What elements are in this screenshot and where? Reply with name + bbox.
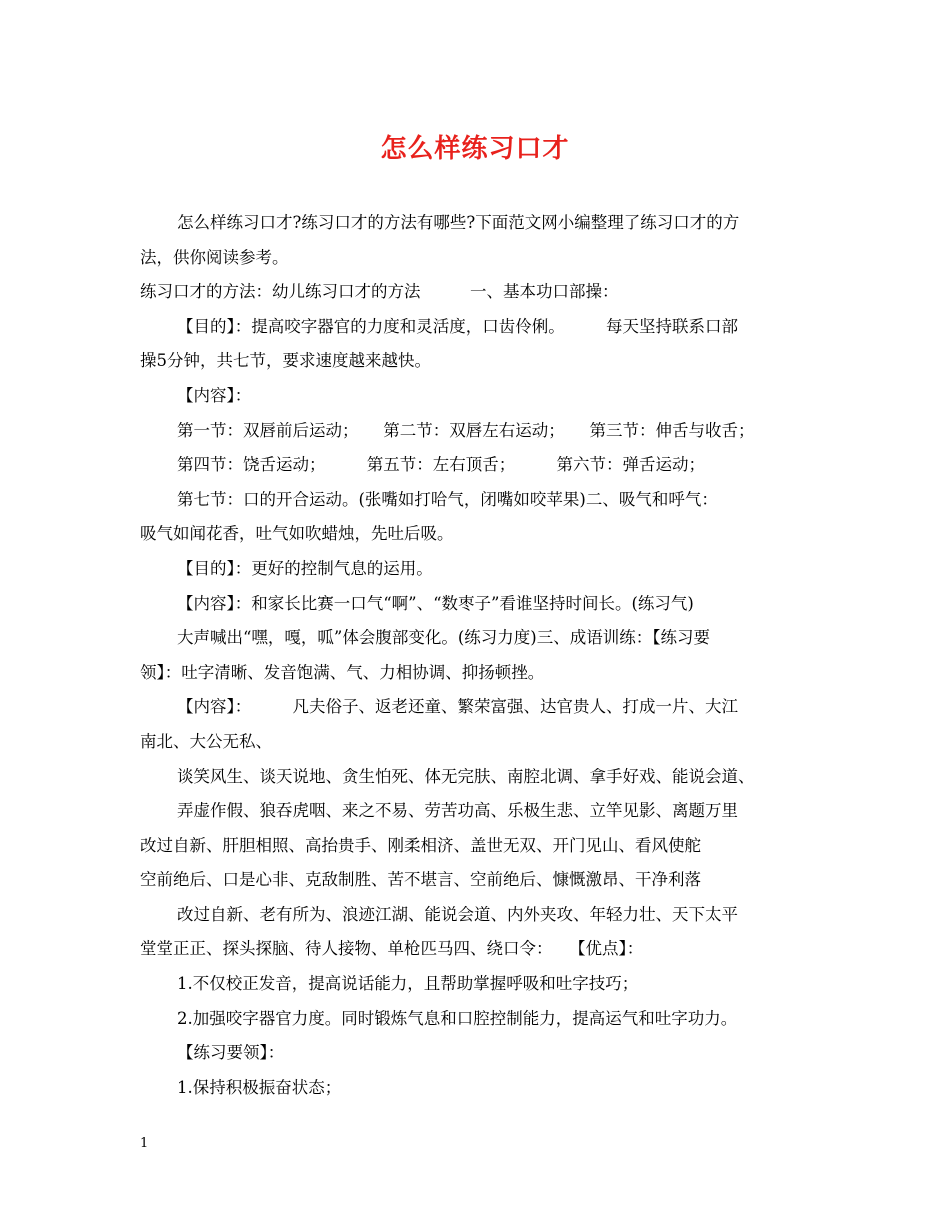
document-title: 怎么样练习口才 xyxy=(380,134,570,164)
paragraph-line: 【内容】： xyxy=(177,385,252,405)
page-number: 1 xyxy=(140,1136,149,1151)
paragraph-line: 弄虚作假、狼吞虎咽、来之不易、劳苦功高、乐极生悲、立竿见影、离题万里 xyxy=(177,801,738,821)
paragraph-line: 练习口才的方法：幼儿练习口才的方法 一、基本功口部操： xyxy=(140,282,619,302)
paragraph-line: 吸气如闻花香，吐气如吹蜡烛，先吐后吸。 xyxy=(140,524,454,544)
paragraph-line: 操5分钟，共七节，要求速度越来越快。 xyxy=(140,351,431,371)
paragraph-line: 1.保持积极振奋状态； xyxy=(177,1077,342,1097)
paragraph-line: 【内容】：和家长比赛一口气“啊”、“数枣子”看谁坚持时间长。(练习气) xyxy=(177,593,694,613)
paragraph-line: 谈笑风生、谈天说地、贪生怕死、体无完肤、南腔北调、拿手好戏、能说会道、 xyxy=(177,766,755,786)
paragraph-line: 【目的】：提高咬字器官的力度和灵活度，口齿伶俐。 每天坚持联系口部 xyxy=(177,316,738,336)
paragraph-line: 大声喊出“嘿，嘎，呱”体会腹部变化。(练习力度)三、成语训练：【练习要 xyxy=(177,628,710,648)
paragraph-line: 怎么样练习口才?练习口才的方法有哪些?下面范文网小编整理了练习口才的方 xyxy=(177,213,740,232)
paragraph-line: 南北、大公无私、 xyxy=(140,731,272,751)
paragraph-line: 改过自新、老有所为、浪迹江湖、能说会道、内外夹攻、年轻力壮、天下太平 xyxy=(177,904,738,924)
paragraph-line: 第四节：饶舌运动； 第五节：左右顶舌； 第六节：弹舌运动； xyxy=(177,455,705,475)
paragraph-line: 1.不仅校正发音，提高说话能力，且帮助掌握呼吸和吐字技巧； xyxy=(177,974,639,994)
paragraph-line: 【练习要领】： xyxy=(177,1043,285,1063)
paragraph-line: 【目的】：更好的控制气息的运用。 xyxy=(177,558,433,578)
paragraph-line: 2.加强咬字器官力度。同时锻炼气息和口腔控制能力，提高运气和吐字功力。 xyxy=(177,1008,738,1028)
paragraph-line: 空前绝后、口是心非、克敌制胜、苦不堪言、空前绝后、慷慨激昂、干净利落 xyxy=(140,870,701,890)
paragraph-line: 领】：吐字清晰、发音饱满、气、力相协调、抑扬顿挫。 xyxy=(140,662,545,682)
paragraph-line: 堂堂正正、探头探脑、待人接物、单枪匹马四、绕口令： 【优点】： xyxy=(140,939,644,959)
paragraph-line: 【内容】： 凡夫俗子、返老还童、繁荣富强、达官贵人、打成一片、大江 xyxy=(177,697,738,717)
document-body xyxy=(140,206,815,1105)
paragraph-line: 改过自新、肝胆相照、高抬贵手、刚柔相济、盖世无双、开门见山、看风使舵 xyxy=(140,835,701,855)
paragraph-line: 第一节：双唇前后运动； 第二节：双唇左右运动； 第三节：伸舌与收舌； xyxy=(177,420,755,440)
paragraph-line: 法，供你阅读参考。 xyxy=(140,247,289,267)
paragraph-line: 第七节：口的开合运动。(张嘴如打哈气，闭嘴如咬苹果)二、吸气和呼气： xyxy=(177,489,718,509)
